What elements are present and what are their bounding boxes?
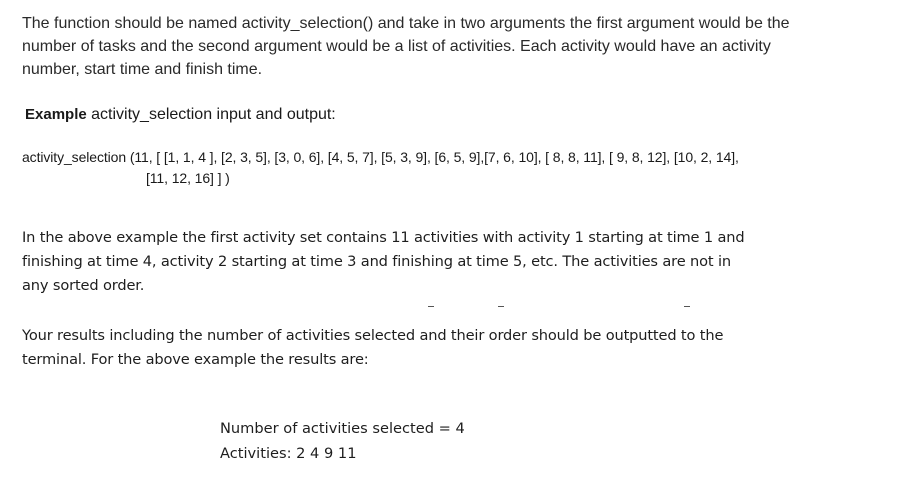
results-paragraph (22, 324, 723, 372)
example-call (22, 147, 739, 189)
intro-line: The function should be named activity_selection() and take in two arguments the first argument would be the (22, 15, 790, 32)
explanation-line: finishing at time 4, activity 2 starting at time 3 and finishing at time 5, etc. The activities are not in (22, 253, 731, 270)
example-call-line: activity_selection (11, [ [1, 1, 4 ], [2, 3, 5], [3, 0, 6], [4, 5, 7], [5, 3, 9], [6, 5, 9],[7, 6, 10], [ 8, 8, 11], [ 9, 8, 12], [10, 2, 14], (22, 149, 739, 165)
example-call-line: [11, 12, 16] ] ) (146, 170, 230, 186)
example-heading-rest: activity_selection input and output: (86, 106, 336, 123)
sample-output (220, 416, 465, 466)
example-heading-bold: Example (25, 106, 87, 123)
example-heading (25, 104, 336, 126)
stray-dash-mark (498, 306, 504, 307)
intro-paragraph (22, 12, 790, 81)
stray-dash-mark (428, 306, 434, 307)
output-count-line: Number of activities selected = 4 (220, 420, 465, 437)
output-activities-line: Activities: 2 4 9 11 (220, 445, 357, 462)
explanation-line: In the above example the first activity set contains 11 activities with activity 1 starting at time 1 and (22, 229, 745, 246)
intro-line: number of tasks and the second argument would be a list of activities. Each activity would have an activity (22, 38, 771, 55)
explanation-paragraph (22, 226, 745, 298)
stray-dash-mark (684, 306, 690, 307)
results-line: Your results including the number of activities selected and their order should be outputted to the (22, 327, 724, 344)
intro-line: number, start time and finish time. (22, 61, 263, 78)
results-line: terminal. For the above example the results are: (22, 351, 369, 368)
explanation-line: any sorted order. (22, 277, 145, 294)
